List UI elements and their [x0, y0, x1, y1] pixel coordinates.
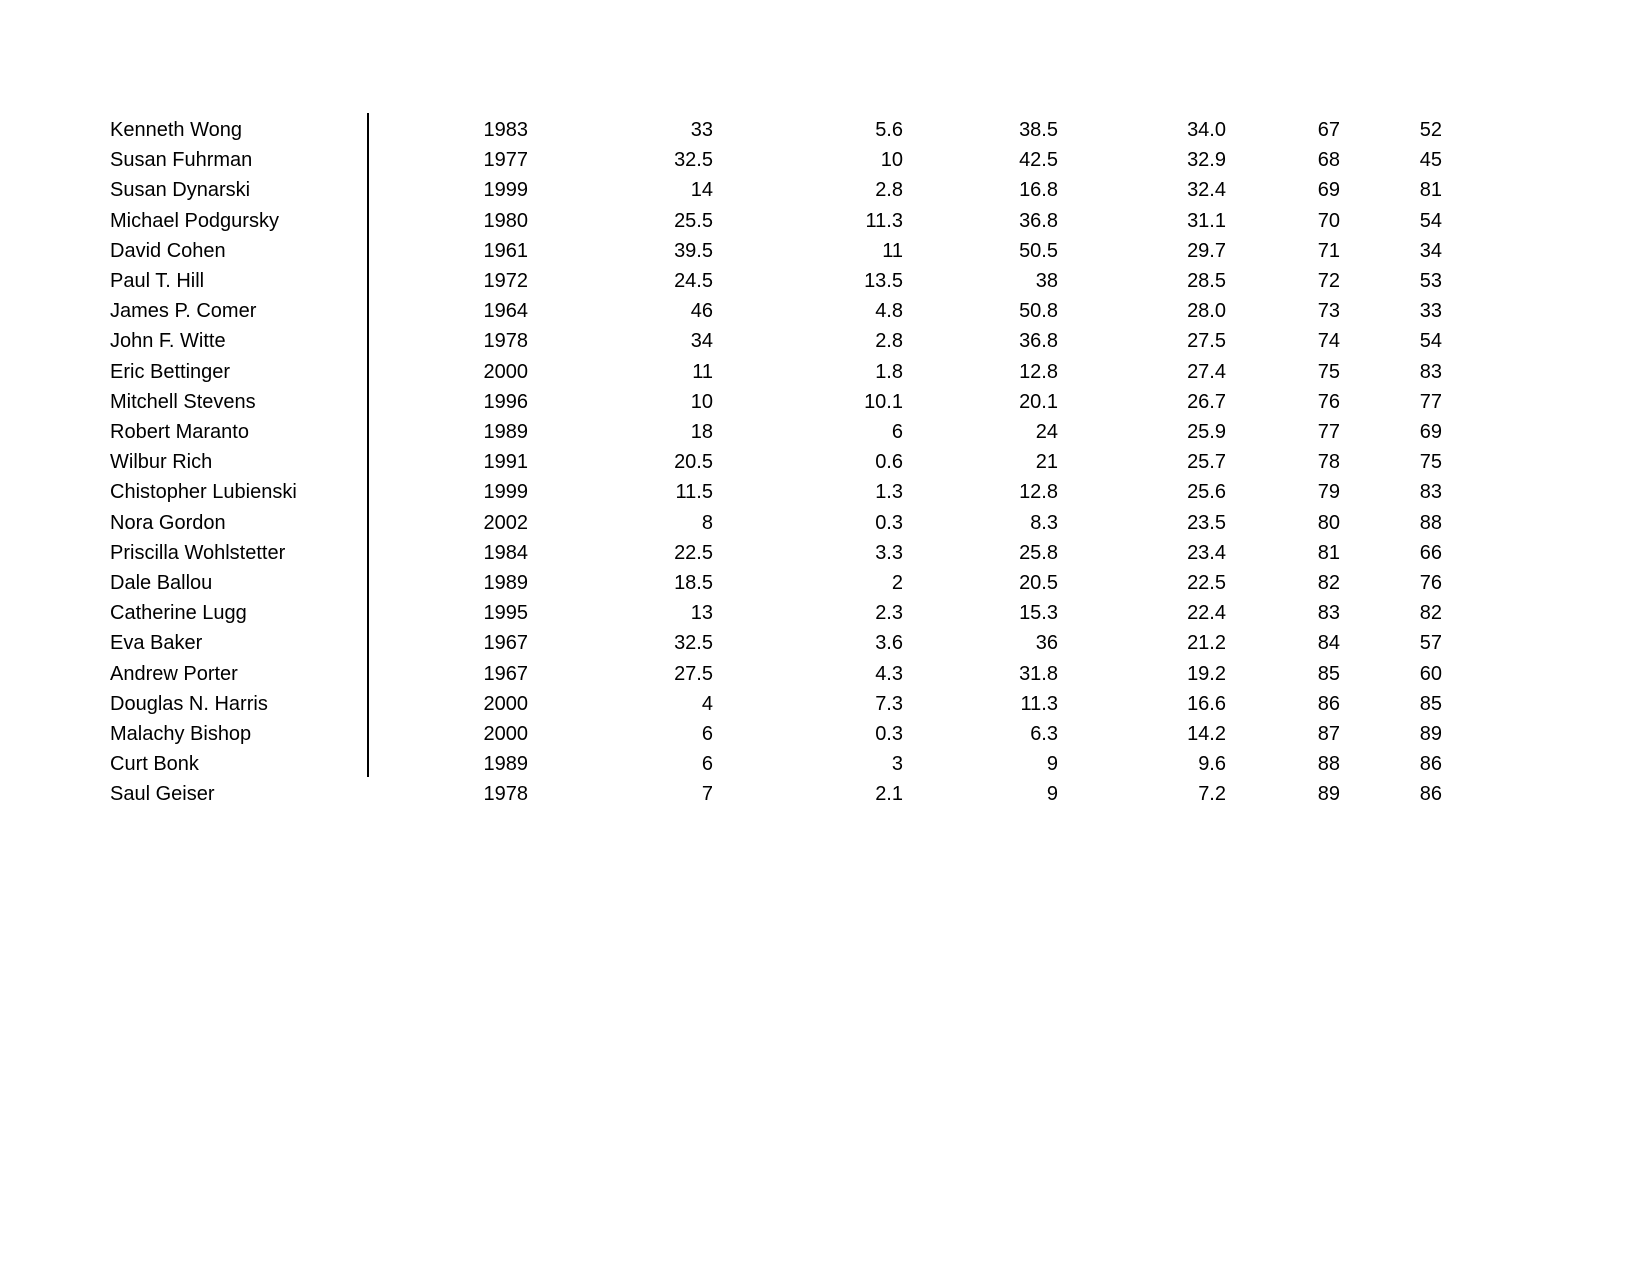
value-cell-5: 89: [1317, 783, 1340, 806]
value-cell-6: 54: [1419, 209, 1442, 232]
value-cell-1: 39.5: [674, 239, 713, 262]
table-row: [0, 749, 1651, 779]
value-cell-2: 2.8: [875, 330, 903, 353]
value-cell-1: 18: [690, 421, 713, 443]
year-cell: 2000: [483, 723, 528, 745]
name-cell: Dale Ballou: [110, 572, 213, 594]
value-cell-2: 2.3: [875, 602, 903, 625]
value-cell-5: 72: [1317, 270, 1340, 292]
table-row: [0, 689, 1651, 719]
value-cell-1: 10: [690, 390, 713, 413]
value-cell-2: 0.3: [875, 723, 903, 745]
year-cell: 1978: [483, 783, 528, 806]
value-cell-2: 0.6: [875, 451, 903, 474]
name-cell: Michael Podgursky: [110, 209, 279, 232]
value-cell-1: 34: [690, 330, 713, 353]
value-cell-4: 23.5: [1187, 511, 1226, 534]
value-cell-3: 25.8: [1019, 541, 1058, 564]
value-cell-6: 89: [1419, 723, 1442, 745]
value-cell-3: 16.8: [1019, 179, 1058, 202]
value-cell-4: 29.7: [1187, 239, 1226, 262]
value-cell-2: 3.3: [875, 541, 903, 564]
value-cell-1: 11.5: [675, 481, 713, 504]
value-cell-5: 75: [1317, 360, 1340, 383]
year-cell: 1995: [483, 602, 528, 625]
value-cell-3: 21: [1035, 451, 1058, 474]
value-cell-3: 12.8: [1019, 360, 1058, 383]
value-cell-3: 11.3: [1020, 692, 1058, 715]
table-row: [0, 598, 1651, 628]
value-cell-3: 20.1: [1019, 390, 1058, 413]
value-cell-4: 22.4: [1187, 602, 1226, 625]
year-cell: 1999: [483, 179, 528, 202]
value-cell-4: 7.2: [1198, 783, 1226, 806]
value-cell-5: 87: [1317, 723, 1340, 745]
value-cell-5: 70: [1317, 209, 1340, 232]
value-cell-3: 36.8: [1019, 209, 1058, 232]
name-cell: Susan Fuhrman: [110, 149, 253, 172]
table-row: [0, 357, 1651, 387]
value-cell-6: 85: [1419, 692, 1442, 715]
table-row: [0, 206, 1651, 236]
value-cell-5: 81: [1317, 541, 1340, 564]
table-row: [0, 538, 1651, 568]
value-cell-6: 81: [1419, 179, 1442, 202]
value-cell-6: 82: [1419, 602, 1442, 625]
value-cell-1: 32.5: [674, 149, 713, 172]
value-cell-3: 20.5: [1019, 572, 1058, 594]
value-cell-5: 85: [1317, 662, 1340, 685]
value-cell-4: 28.5: [1187, 270, 1226, 292]
value-cell-4: 27.5: [1187, 330, 1226, 353]
table-row: [0, 719, 1651, 749]
value-cell-6: 52: [1419, 119, 1442, 141]
name-cell: Saul Geiser: [110, 783, 215, 806]
year-cell: 1984: [483, 541, 528, 564]
value-cell-4: 23.4: [1187, 541, 1226, 564]
value-cell-2: 11: [882, 239, 903, 262]
value-cell-6: 83: [1419, 360, 1442, 383]
value-cell-4: 32.4: [1187, 179, 1226, 202]
year-cell: 1961: [483, 239, 528, 262]
value-cell-3: 50.5: [1019, 239, 1058, 262]
value-cell-4: 16.6: [1187, 692, 1226, 715]
value-cell-5: 69: [1317, 179, 1340, 202]
table-row: [0, 387, 1651, 417]
value-cell-6: 86: [1419, 753, 1442, 776]
table-row: [0, 145, 1651, 175]
value-cell-6: 60: [1419, 662, 1442, 685]
value-cell-6: 54: [1419, 330, 1442, 353]
name-cell: Catherine Lugg: [110, 602, 247, 625]
name-cell: Paul T. Hill: [110, 270, 205, 292]
value-cell-5: 86: [1317, 692, 1340, 715]
value-cell-4: 25.9: [1187, 421, 1226, 443]
value-cell-3: 9: [1046, 753, 1058, 776]
value-cell-6: 86: [1419, 783, 1442, 806]
value-cell-3: 15.3: [1019, 602, 1058, 625]
value-cell-4: 34.0: [1187, 119, 1226, 141]
value-cell-2: 7.3: [875, 692, 903, 715]
value-cell-6: 33: [1419, 300, 1442, 323]
value-cell-6: 77: [1419, 390, 1442, 413]
table-row: [0, 659, 1651, 689]
name-cell: Kenneth Wong: [110, 119, 242, 141]
table-row: [0, 175, 1651, 205]
value-cell-4: 25.6: [1187, 481, 1226, 504]
value-cell-6: 34: [1419, 239, 1442, 262]
value-cell-1: 6: [701, 723, 713, 745]
value-cell-6: 53: [1419, 270, 1442, 292]
year-cell: 1999: [483, 481, 528, 504]
value-cell-4: 9.6: [1198, 753, 1226, 776]
value-cell-3: 9: [1046, 783, 1058, 806]
table-row: [0, 236, 1651, 266]
value-cell-4: 14.2: [1187, 723, 1226, 745]
value-cell-5: 82: [1317, 572, 1340, 594]
year-cell: 2002: [483, 511, 528, 534]
value-cell-2: 13.5: [864, 270, 903, 292]
value-cell-2: 2: [891, 572, 903, 594]
value-cell-2: 3.6: [875, 632, 903, 655]
value-cell-1: 13: [690, 602, 713, 625]
name-cell: Susan Dynarski: [110, 179, 251, 202]
value-cell-4: 27.4: [1187, 360, 1226, 383]
value-cell-1: 32.5: [674, 632, 713, 655]
year-cell: 2000: [483, 692, 528, 715]
value-cell-5: 67: [1317, 119, 1340, 141]
name-cell: Nora Gordon: [110, 511, 226, 534]
value-cell-1: 14: [690, 179, 713, 202]
value-cell-1: 46: [690, 300, 713, 323]
value-cell-2: 0.3: [875, 511, 903, 534]
value-cell-6: 83: [1419, 481, 1442, 504]
value-cell-3: 8.3: [1030, 511, 1058, 534]
year-cell: 1980: [483, 209, 528, 232]
table-row: [0, 447, 1651, 477]
year-cell: 1983: [483, 119, 528, 141]
value-cell-5: 77: [1317, 421, 1340, 443]
value-cell-1: 22.5: [674, 541, 713, 564]
value-cell-4: 26.7: [1187, 390, 1226, 413]
year-cell: 1996: [483, 390, 528, 413]
name-cell: Curt Bonk: [110, 753, 199, 776]
value-cell-1: 18.5: [674, 572, 713, 594]
value-cell-5: 83: [1317, 602, 1340, 625]
name-cell: David Cohen: [110, 239, 226, 262]
value-cell-4: 22.5: [1187, 572, 1226, 594]
year-cell: 1989: [483, 421, 528, 443]
name-cell: Malachy Bishop: [110, 723, 252, 745]
value-cell-6: 45: [1419, 149, 1442, 172]
value-cell-4: 28.0: [1187, 300, 1226, 323]
table-row: [0, 296, 1651, 326]
value-cell-1: 27.5: [674, 662, 713, 685]
value-cell-4: 19.2: [1187, 662, 1226, 685]
value-cell-5: 80: [1317, 511, 1340, 534]
value-cell-3: 50.8: [1019, 300, 1058, 323]
value-cell-1: 8: [701, 511, 713, 534]
table-row: [0, 508, 1651, 538]
name-cell: Andrew Porter: [110, 662, 238, 685]
year-cell: 1972: [483, 270, 528, 292]
table-row: [0, 779, 1651, 809]
value-cell-2: 2.1: [875, 783, 903, 806]
name-cell: Priscilla Wohlstetter: [110, 541, 286, 564]
value-cell-1: 24.5: [674, 270, 713, 292]
value-cell-5: 68: [1317, 149, 1340, 172]
value-cell-5: 76: [1317, 390, 1340, 413]
year-cell: 2000: [483, 360, 528, 383]
value-cell-5: 78: [1317, 451, 1340, 474]
table-row: [0, 115, 1651, 145]
value-cell-5: 74: [1317, 330, 1340, 353]
value-cell-2: 4.3: [875, 662, 903, 685]
value-cell-3: 31.8: [1019, 662, 1058, 685]
year-cell: 1967: [483, 662, 528, 685]
table-row: [0, 568, 1651, 598]
value-cell-3: 42.5: [1019, 149, 1058, 172]
year-cell: 1989: [483, 572, 528, 594]
value-cell-6: 69: [1419, 421, 1442, 443]
value-cell-2: 3: [891, 753, 903, 776]
value-cell-4: 31.1: [1187, 209, 1226, 232]
name-cell: Eva Baker: [110, 632, 203, 655]
value-cell-2: 11.3: [865, 209, 903, 232]
value-cell-1: 33: [690, 119, 713, 141]
value-cell-2: 4.8: [875, 300, 903, 323]
value-cell-6: 66: [1419, 541, 1442, 564]
value-cell-6: 75: [1419, 451, 1442, 474]
value-cell-3: 24: [1035, 421, 1058, 443]
name-cell: Mitchell Stevens: [110, 390, 256, 413]
year-cell: 1978: [483, 330, 528, 353]
value-cell-2: 1.3: [875, 481, 903, 504]
year-cell: 1989: [483, 753, 528, 776]
value-cell-5: 73: [1317, 300, 1340, 323]
value-cell-1: 20.5: [674, 451, 713, 474]
value-cell-1: 4: [701, 692, 713, 715]
value-cell-2: 2.8: [875, 179, 903, 202]
name-cell: John F. Witte: [110, 330, 226, 353]
table-row: [0, 417, 1651, 447]
table-row: [0, 326, 1651, 356]
value-cell-2: 10.1: [864, 390, 903, 413]
value-cell-3: 6.3: [1030, 723, 1058, 745]
value-cell-2: 5.6: [875, 119, 903, 141]
value-cell-4: 21.2: [1187, 632, 1226, 655]
name-cell: Eric Bettinger: [110, 360, 231, 383]
value-cell-1: 25.5: [674, 209, 713, 232]
table-row: [0, 477, 1651, 507]
value-cell-6: 76: [1419, 572, 1442, 594]
value-cell-3: 12.8: [1019, 481, 1058, 504]
value-cell-2: 1.8: [875, 360, 903, 383]
value-cell-6: 88: [1419, 511, 1442, 534]
value-cell-1: 11: [692, 360, 713, 383]
name-cell: Robert Maranto: [110, 421, 249, 443]
year-cell: 1991: [483, 451, 528, 474]
year-cell: 1964: [483, 300, 528, 323]
name-cell: James P. Comer: [110, 300, 257, 323]
table-row: [0, 266, 1651, 296]
name-cell: Wilbur Rich: [110, 451, 213, 474]
value-cell-5: 79: [1317, 481, 1340, 504]
table-row: [0, 628, 1651, 658]
value-cell-1: 7: [701, 783, 713, 806]
value-cell-3: 36: [1035, 632, 1058, 655]
name-cell: Douglas N. Harris: [110, 692, 268, 715]
value-cell-4: 32.9: [1187, 149, 1226, 172]
value-cell-3: 36.8: [1019, 330, 1058, 353]
value-cell-1: 6: [701, 753, 713, 776]
value-cell-3: 38: [1035, 270, 1058, 292]
value-cell-2: 6: [891, 421, 903, 443]
value-cell-2: 10: [880, 149, 903, 172]
value-cell-3: 38.5: [1019, 119, 1058, 141]
name-cell: Chistopher Lubienski: [110, 481, 297, 504]
value-cell-5: 71: [1317, 239, 1340, 262]
value-cell-4: 25.7: [1187, 451, 1226, 474]
value-cell-5: 88: [1317, 753, 1340, 776]
year-cell: 1967: [483, 632, 528, 655]
value-cell-5: 84: [1317, 632, 1340, 655]
value-cell-6: 57: [1419, 632, 1442, 655]
year-cell: 1977: [483, 149, 528, 172]
